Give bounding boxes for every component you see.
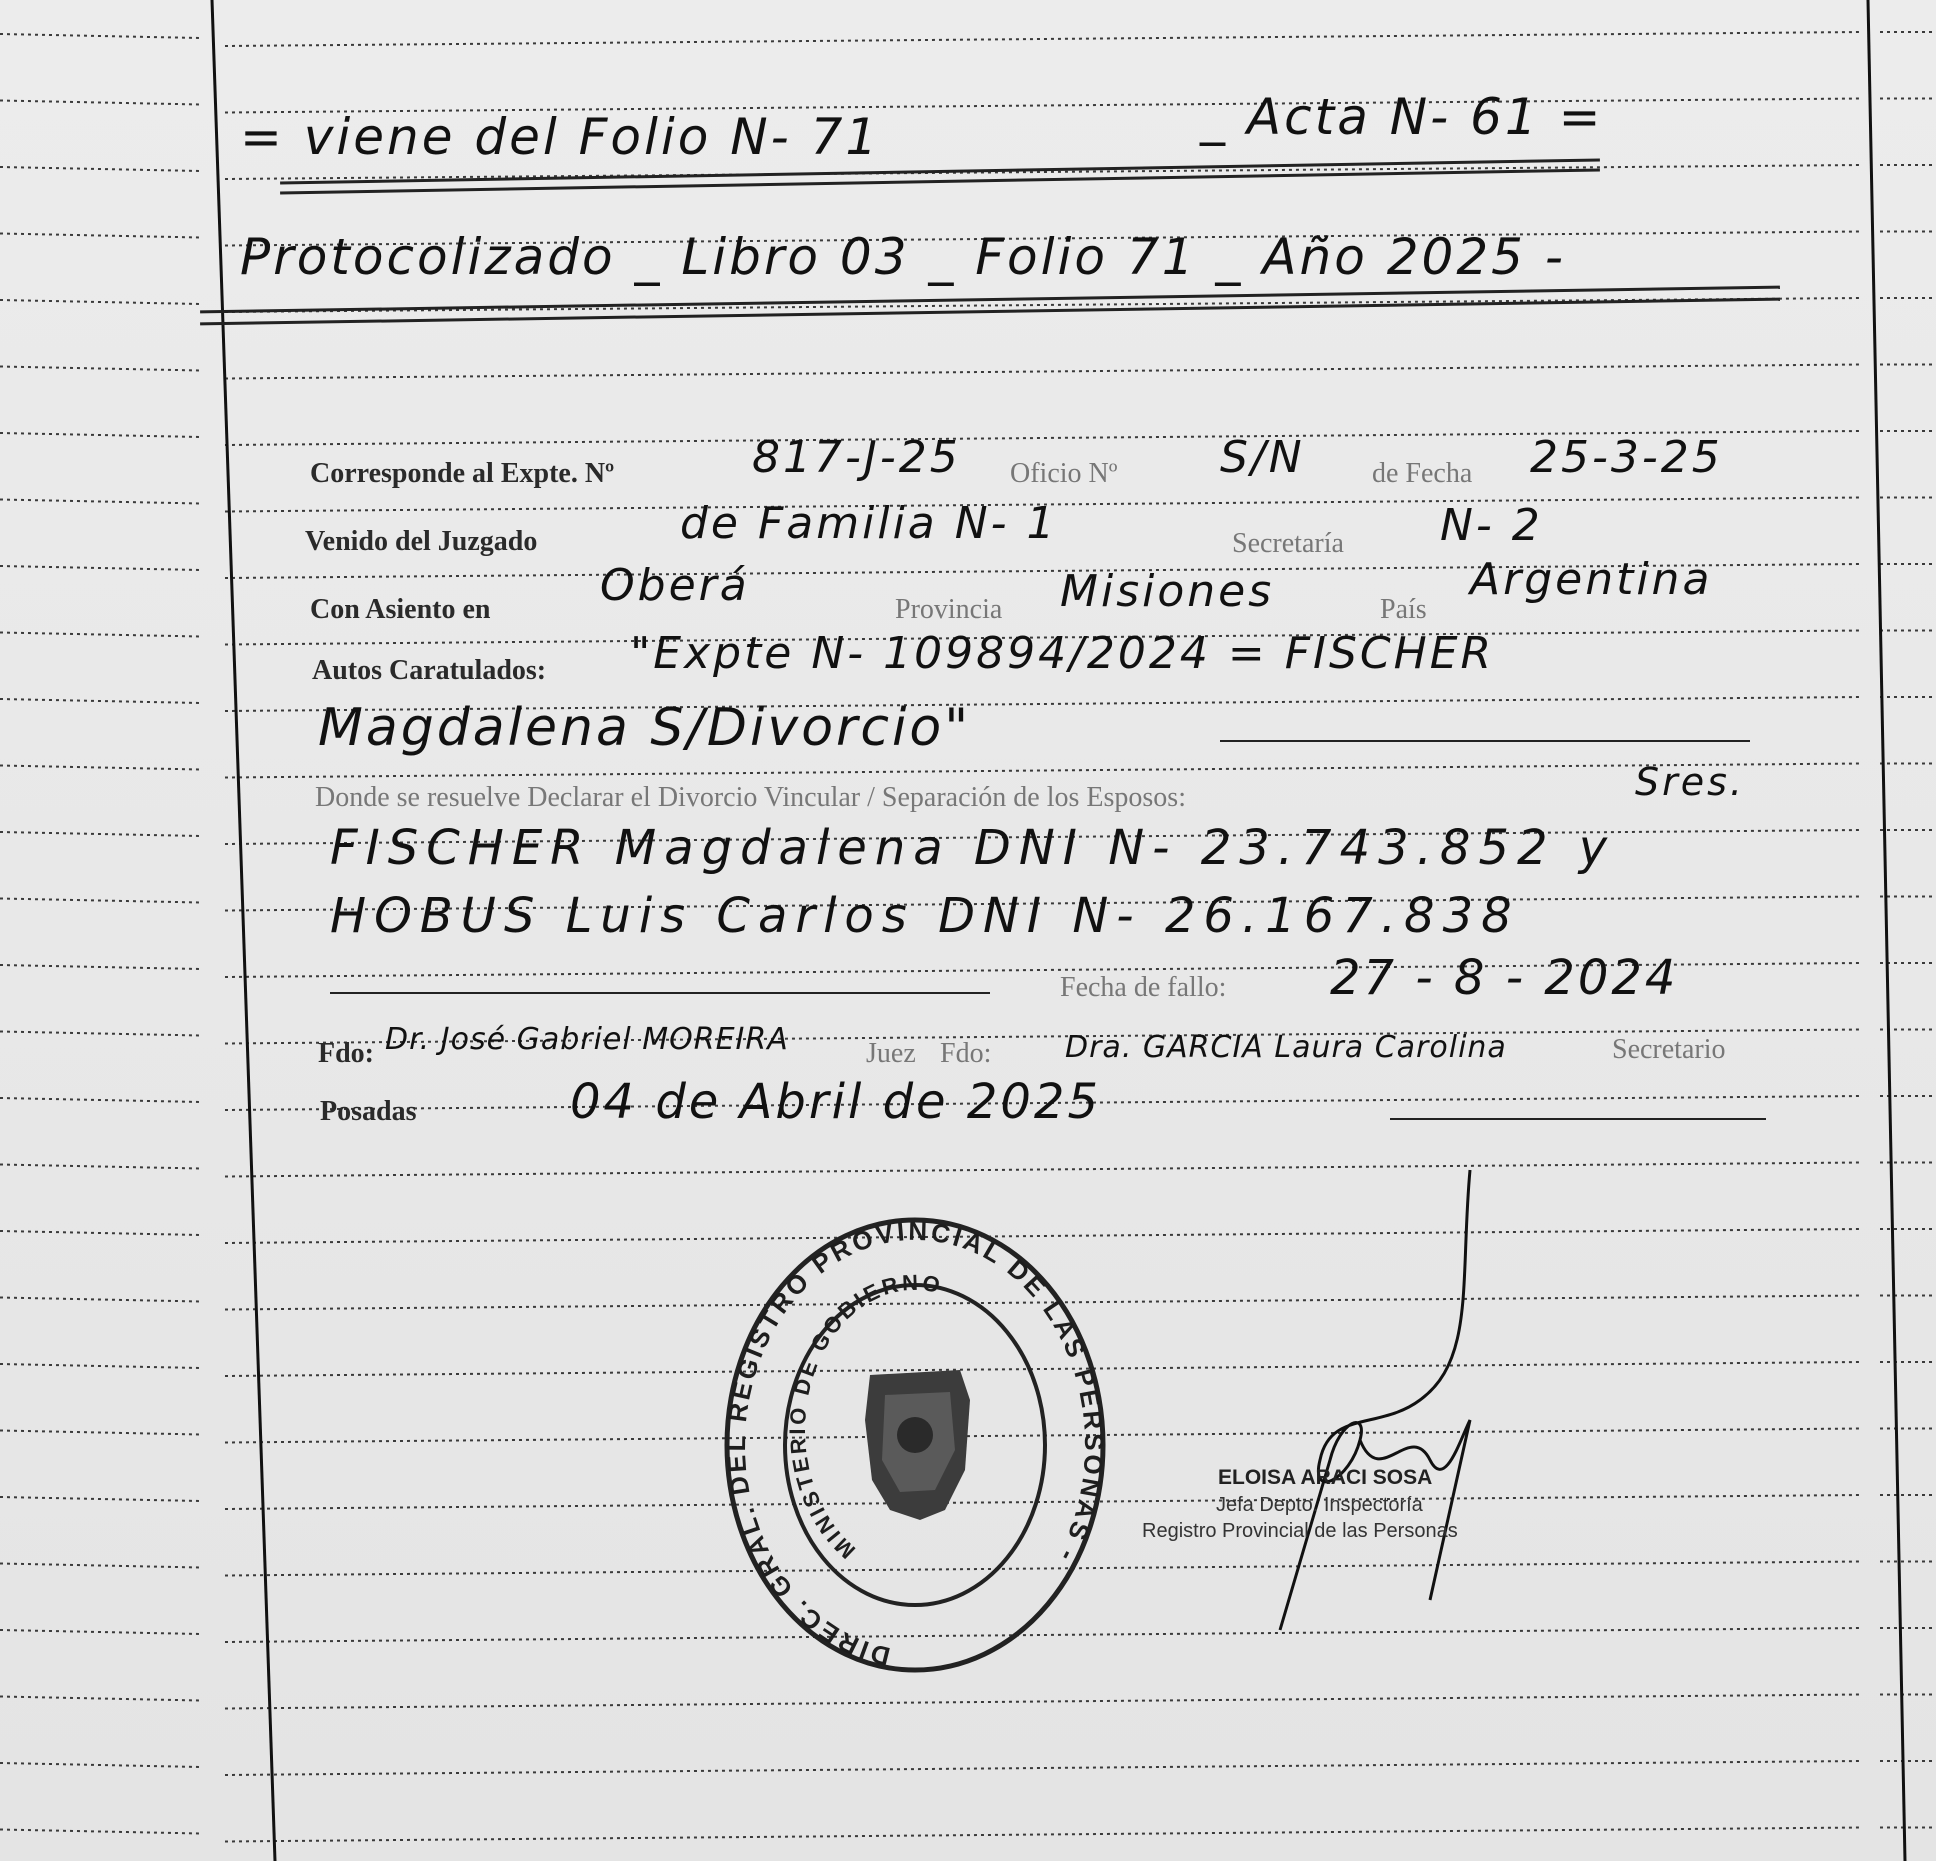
- body-rule: [225, 764, 1860, 778]
- margin-rule: [0, 1431, 200, 1435]
- margin-rule: [0, 1165, 200, 1169]
- viene-del-folio: = viene del Folio N- 71: [240, 108, 881, 166]
- juez-name: Dr. José Gabriel MOREIRA: [385, 1022, 789, 1057]
- margin-rule: [0, 1298, 200, 1302]
- body-rule: [225, 32, 1860, 46]
- oficio-label: Oficio Nº: [1010, 458, 1118, 489]
- margin-rule: [0, 1231, 200, 1235]
- body-rule: [225, 1163, 1860, 1177]
- posadas-label: Posadas: [320, 1096, 417, 1127]
- margin-rule: [0, 367, 200, 371]
- fallo-label: Fecha de fallo:: [1060, 972, 1227, 1003]
- secretaria-value: N- 2: [1440, 500, 1543, 551]
- official-seal: [720, 1210, 1110, 1680]
- provincia-label: Provincia: [895, 594, 1003, 625]
- signer-office: Registro Provincial de las Personas: [1142, 1520, 1458, 1542]
- fdo-label: Fdo:: [318, 1038, 374, 1069]
- autos-value-line1: "Expte N- 109894/2024 = FISCHER: [630, 628, 1495, 679]
- fdo2-label: Fdo:: [940, 1038, 992, 1069]
- venido-label: Venido del Juzgado: [305, 526, 538, 557]
- posadas-end-line: [1390, 1118, 1766, 1120]
- margin-rule: [0, 34, 200, 38]
- margin-rule: [0, 1032, 200, 1036]
- margin-rule: [0, 433, 200, 437]
- resuelve-mark: Sres.: [1635, 760, 1745, 804]
- spouse-1: FISCHER Magdalena DNI N- 23.743.852 y: [330, 820, 1616, 876]
- pais-label: País: [1380, 594, 1427, 625]
- body-rule: [225, 365, 1860, 379]
- secretaria-label: Secretaría: [1232, 528, 1344, 559]
- secretario-name: Dra. GARCIA Laura Carolina: [1065, 1030, 1507, 1065]
- venido-value: de Familia N- 1: [680, 498, 1058, 549]
- margin-rule: [0, 1763, 200, 1767]
- seal-emblem: [865, 1370, 970, 1520]
- body-rule: [225, 1761, 1860, 1775]
- signer-title: Jefa Depto. Inspectoría: [1216, 1494, 1423, 1516]
- margin-rule: [0, 101, 200, 105]
- margin-rule: [0, 566, 200, 570]
- asiento-value: Oberá: [600, 560, 750, 611]
- seal-outer-text: DIREC. GRAL. DEL REGISTRO PROVINCIAL DE LAS PERSONAS -: [720, 1215, 1110, 1672]
- posadas-date: 04 de Abril de 2025: [570, 1074, 1101, 1130]
- body-rule: [225, 1828, 1860, 1842]
- margin-rule: [0, 766, 200, 770]
- margin-rule: [0, 899, 200, 903]
- protocolizado-line: Protocolizado _ Libro 03 _ Folio 71 _ Año 2025 -: [240, 228, 1566, 286]
- autos-value-line2: Magdalena S/Divorcio": [318, 698, 972, 758]
- margin-rule: [0, 633, 200, 637]
- seal-inner-text: MINISTERIO DE GOBIERNO: [784, 1269, 945, 1564]
- margin-rule: [0, 699, 200, 703]
- margin-rule: [0, 1564, 200, 1568]
- margin-rule: [0, 500, 200, 504]
- margin-rule: [0, 1697, 200, 1701]
- oficio-value: S/N: [1220, 432, 1305, 483]
- asiento-label: Con Asiento en: [310, 594, 491, 625]
- fecha-value: 25-3-25: [1530, 432, 1723, 483]
- right-margin-line: [1868, 0, 1905, 1861]
- autos-end-line: [1220, 740, 1750, 742]
- margin-rule: [0, 1497, 200, 1501]
- margin-rule: [0, 1830, 200, 1834]
- body-rule: [225, 1695, 1860, 1709]
- margin-rule: [0, 300, 200, 304]
- handwritten-signature: [1260, 1160, 1520, 1640]
- margin-rule: [0, 1098, 200, 1102]
- resuelve-label: Donde se resuelve Declarar el Divorcio Vincular / Separación de los Esposos:: [315, 782, 1186, 813]
- body-rule: [225, 165, 1860, 179]
- fallo-value: 27 - 8 - 2024: [1330, 950, 1679, 1006]
- fallo-blank-line: [330, 992, 990, 994]
- margin-rule: [0, 1630, 200, 1634]
- margin-rule: [0, 1364, 200, 1368]
- margin-rule: [0, 832, 200, 836]
- signer-name: ELOISA ARACI SOSA: [1218, 1466, 1433, 1489]
- fecha-label: de Fecha: [1372, 458, 1473, 489]
- margin-rule: [0, 234, 200, 238]
- provincia-value: Misiones: [1060, 566, 1275, 617]
- expte-label: Corresponde al Expte. Nº: [310, 458, 615, 489]
- juez-label: Juez: [866, 1038, 916, 1069]
- margin-rule: [0, 167, 200, 171]
- autos-label: Autos Caratulados:: [312, 655, 547, 686]
- secretario-label: Secretario: [1612, 1034, 1726, 1065]
- margin-rule: [0, 965, 200, 969]
- expte-value: 817-J-25: [752, 432, 961, 483]
- spouse-2: HOBUS Luis Carlos DNI N- 26.167.838: [330, 888, 1520, 944]
- pais-value: Argentina: [1470, 554, 1713, 605]
- acta-number: _ Acta N- 61 =: [1200, 88, 1604, 146]
